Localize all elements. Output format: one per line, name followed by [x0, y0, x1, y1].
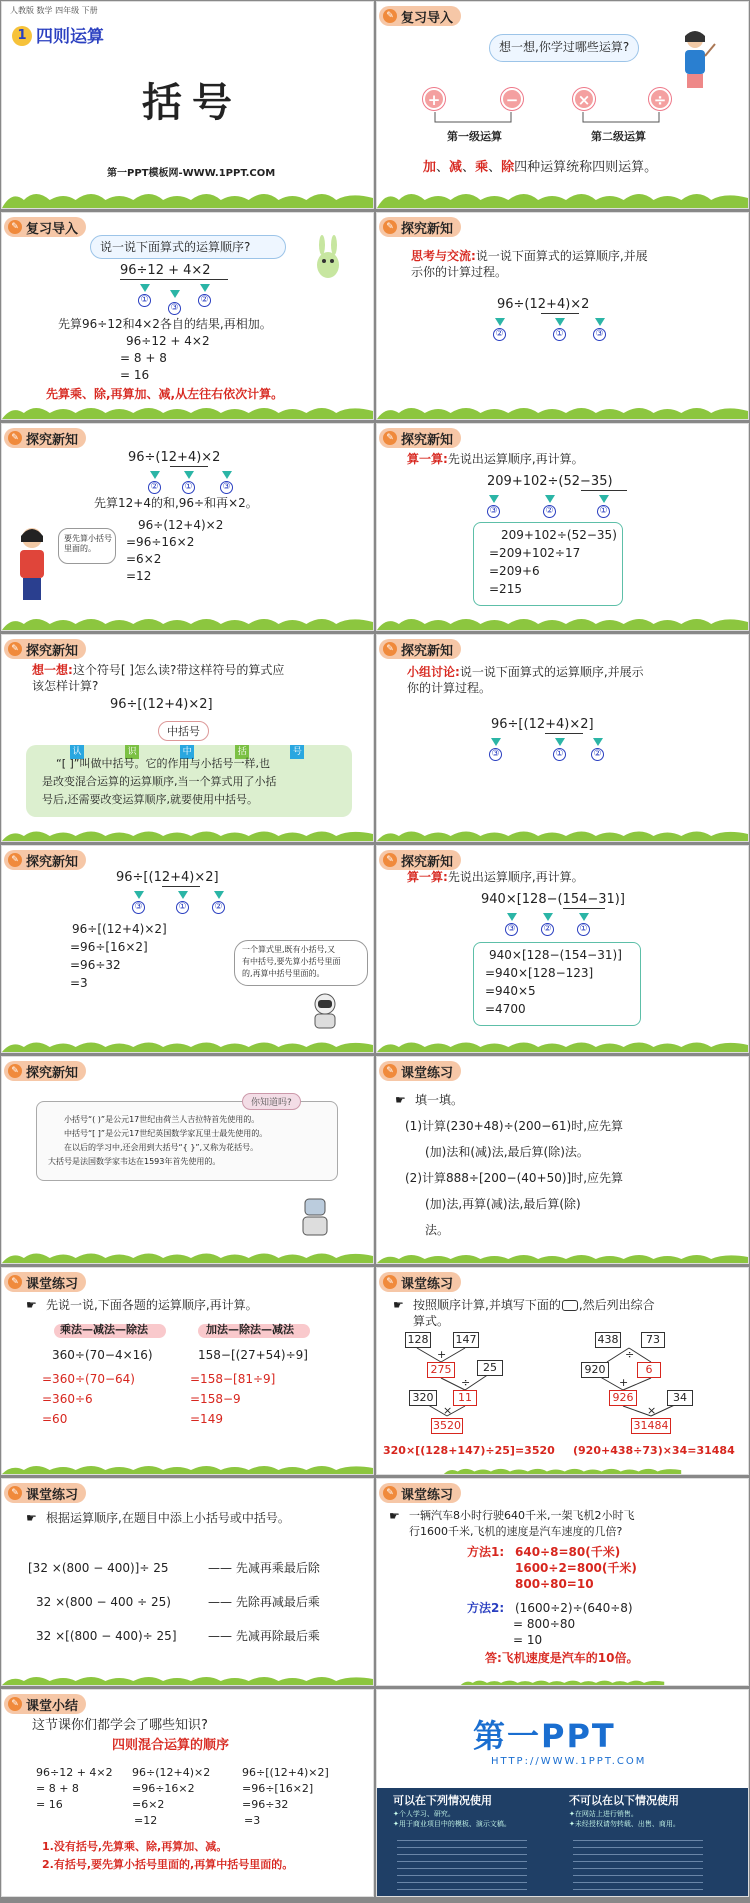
crumb: 人教版 数学 四年级 下册 [10, 6, 98, 15]
slide-summary[interactable] [1, 1689, 374, 1897]
pencil-icon: ✎ [8, 431, 22, 445]
tree-node: 25 [477, 1360, 503, 1376]
slide-header: ✎ 探究新知 [379, 850, 461, 870]
pencil-icon: ✎ [383, 1486, 397, 1500]
question-1: (1)计算(230+48)÷(200−61)时,应先算 [405, 1119, 624, 1133]
step-1: 96÷12 + 4×2 [126, 334, 210, 348]
question-2: (2)计算888÷[200−(40+50)]时,应先算 [405, 1171, 624, 1185]
slide-think-discuss[interactable] [376, 212, 749, 420]
order-1: ③ [489, 745, 502, 761]
tree-node: 320 [409, 1390, 437, 1406]
pencil-icon: ✎ [383, 431, 397, 445]
link-list-left[interactable] [397, 1836, 527, 1890]
order-3: ② [591, 745, 604, 761]
tree-node-answer: 275 [427, 1362, 455, 1378]
grass-decoration [377, 819, 748, 841]
slide-header: ✎ 探究新知 [379, 217, 461, 237]
formula-1: 320×[(128+147)÷25]=3520 [383, 1444, 555, 1457]
rule-2: 2.有括号,要先算小括号里面的,再算中括号里面的。 [42, 1858, 294, 1871]
hand-point-icon: ☛ [389, 1509, 400, 1523]
slide-header [379, 6, 461, 26]
row-2-expression: 32 ×(800 − 400 ÷ 25) [36, 1595, 171, 1609]
cannot-use-1: ✦在网站上进行销售。 [569, 1810, 638, 1818]
fact-line-2: 中括号“[ ]”是公元17世纪英国数学家瓦里士最先使用的。 [64, 1129, 268, 1138]
girl-illustration [12, 524, 56, 608]
question-bubble: 说一说下面算式的运算顺序? [100, 240, 251, 254]
slide-header: ✎ 课堂小结 [4, 1694, 86, 1714]
expression: 96÷[(12+4)×2] [116, 870, 219, 885]
brand-logo: 第一PPT [473, 1717, 616, 1755]
slide-header: ✎ 探究新知 [4, 639, 86, 659]
slide-header: ✎ 课堂练习 [379, 1061, 461, 1081]
level-two-label: 第二级运算 [591, 130, 646, 143]
header-label: 复习导入 [401, 10, 454, 26]
slide-header: ✎ 课堂练习 [379, 1272, 461, 1292]
method-1-step-2: 1600÷2=800(千米) [515, 1561, 637, 1575]
rule-line: 先算乘、除,再算加、减,从左往右依次计算。 [46, 387, 284, 401]
tip-bubble-line2: 有中括号,要先算小括号里面 [242, 957, 341, 966]
discussion-prompt-line2: 示你的计算过程。 [411, 265, 508, 279]
order-1: ③ [487, 502, 500, 518]
hand-point-icon: ☛ [26, 1511, 37, 1525]
slide-credits[interactable] [376, 1689, 749, 1897]
grass-decoration [2, 1030, 373, 1052]
pencil-icon: ✎ [8, 1064, 22, 1078]
order-3: ③ [220, 478, 233, 494]
pencil-icon: ✎ [8, 853, 22, 867]
example-a-2: = 8 + 8 [36, 1782, 79, 1795]
step-4: =3 [70, 976, 88, 990]
slide-title[interactable] [1, 1, 374, 209]
order-1: ③ [132, 898, 145, 914]
slide-group-discuss[interactable] [376, 634, 749, 842]
slide-exercise-tree[interactable] [376, 1267, 749, 1475]
tree-node-answer: 6 [637, 1362, 661, 1378]
expression: 96÷(12+4)×2 [128, 450, 221, 465]
step-2: =209+102÷17 [489, 546, 581, 560]
method-2-step-1: (1600÷2)÷(640÷8) [515, 1601, 633, 1615]
example-c-2: =96÷[16×2] [242, 1782, 314, 1795]
tip-bubble-line1: 一个算式里,既有小括号,又 [242, 945, 336, 954]
discussion-prompt-line2: 你的计算过程。 [407, 681, 492, 695]
fact-card [36, 1101, 338, 1181]
expression: 940×[128−(154−31)] [481, 892, 625, 907]
example-c-1: 96÷[(12+4)×2] [242, 1766, 329, 1779]
minus-icon: − [501, 88, 523, 110]
p2-step-1: =158−[81÷9] [190, 1372, 276, 1386]
step-2: =96÷16×2 [126, 535, 195, 549]
grass-decoration [377, 1460, 748, 1474]
tip-bubble-line3: 的,再算中括号里面的。 [242, 969, 325, 978]
hand-point-icon: ☛ [393, 1298, 404, 1312]
row-1-hint: —— 先减再乘最后除 [208, 1561, 320, 1575]
grass-decoration [2, 1241, 373, 1263]
row-3-expression: 32 ×[(800 − 400)÷ 25] [36, 1629, 177, 1643]
step-2: = 8 + 8 [120, 351, 167, 365]
exercise-title: 按照顺序计算,并填写下面的 ,然后列出综合 [413, 1298, 655, 1312]
times-icon: × [573, 88, 595, 110]
slide-calc-2[interactable] [376, 845, 749, 1053]
formula-2: (920+438÷73)×34=31484 [573, 1444, 735, 1457]
info-line-1: “[ ]”叫做中括号。它的作用与小括号一样,也 [56, 757, 270, 770]
grass-decoration [377, 1241, 748, 1263]
method-2-step-3: = 10 [513, 1633, 543, 1647]
answer-2-tail: 法。 [425, 1223, 450, 1237]
grass-decoration [377, 608, 748, 630]
grass-decoration [2, 819, 373, 841]
grass-decoration [2, 186, 373, 208]
example-b-4: =12 [134, 1814, 158, 1827]
summary-line: 加、减、乘、除四种运算统称四则运算。 [423, 160, 658, 175]
teacher-illustration [677, 30, 717, 92]
example-a-3: = 16 [36, 1798, 63, 1811]
order-2: ② [198, 291, 211, 307]
order-3: ③ [168, 299, 181, 315]
step-1: 209+102÷(52−35) [501, 528, 617, 542]
op-plus: + [619, 1376, 629, 1389]
expression: 209+102÷(52−35) [487, 474, 613, 489]
slide-review-operations[interactable] [376, 1, 749, 209]
discussion-prompt: 小组讨论:说一说下面算式的运算顺序,并展示 [407, 665, 644, 679]
grass-decoration [377, 397, 748, 419]
exercise-title: 根据运算顺序,在题目中添上小括号或中括号。 [46, 1511, 290, 1525]
slide-header: ✎ 探究新知 [4, 850, 86, 870]
grass-decoration [377, 1030, 748, 1052]
answer-line: 答:飞机速度是汽车的10倍。 [485, 1651, 639, 1665]
expression: 96÷[(12+4)×2] [110, 697, 213, 712]
step-3: =96÷32 [70, 958, 121, 972]
level-one-label: 第一级运算 [447, 130, 502, 143]
order-1: ③ [505, 920, 518, 936]
can-use-2: ✦用于商业项目中的模板、演示文稿。 [393, 1820, 511, 1828]
grass-decoration [2, 1663, 373, 1685]
pencil-icon: ✎ [8, 642, 22, 656]
problem-1: 360÷(70−4×16) [52, 1348, 153, 1362]
can-use-title: 可以在下列情况使用 [393, 1794, 492, 1807]
p2-step-2: =158−9 [190, 1392, 241, 1406]
example-b-2: =96÷16×2 [132, 1782, 195, 1795]
slide-review-order[interactable] [1, 212, 374, 420]
step-1: 96÷(12+4)×2 [138, 518, 224, 532]
slide-explore-parentheses[interactable] [1, 423, 374, 631]
tree-node: 128 [405, 1332, 431, 1348]
row-3-hint: —— 先减再除最后乘 [208, 1629, 320, 1643]
example-b-3: =6×2 [132, 1798, 165, 1811]
order-3: ① [577, 920, 590, 936]
tree-node: 34 [667, 1390, 693, 1406]
tree-node: 438 [595, 1332, 621, 1348]
explain-line: 先算12+4的和,96÷和再×2。 [94, 496, 258, 510]
method-1-step-1: 640÷8=80(千米) [515, 1545, 621, 1559]
slide-exercise-fill[interactable] [376, 1056, 749, 1264]
slide-calc-1[interactable] [376, 423, 749, 631]
method-1-label: 方法1: [467, 1545, 505, 1559]
plus-icon: + [423, 88, 445, 110]
step-4: =4700 [485, 1002, 526, 1016]
did-you-know-badge: 你知道吗? [242, 1093, 301, 1110]
step-4: =215 [489, 582, 522, 596]
pencil-icon: ✎ [383, 642, 397, 656]
bracket-name-label: 中括号 [158, 721, 209, 741]
order-2: ① [182, 478, 195, 494]
rule-1: 1.没有括号,先算乘、除,再算加、减。 [42, 1840, 228, 1853]
order-hint-2: 加法—除法—减法 [206, 1323, 294, 1336]
question-bubble: 想一想,你学过哪些运算? [499, 40, 630, 54]
question-line: 想一想:这个符号[ ]怎么读?带这样符号的算式应 [32, 663, 285, 677]
question-line2: 该怎样计算? [32, 679, 99, 693]
slide-header: ✎ 课堂练习 [379, 1483, 461, 1503]
cannot-use-title: 不可以在以下情况使用 [569, 1794, 679, 1807]
grass-decoration [377, 186, 748, 208]
can-use-1: ✦个人学习、研究。 [393, 1810, 455, 1818]
fact-line-4: 大括号是法国数学家韦达在1593年首先使用的。 [48, 1157, 221, 1166]
op-divide: ÷ [625, 1348, 635, 1361]
order-3: ③ [593, 325, 606, 341]
example-c-4: =3 [244, 1814, 261, 1827]
exercise-title: 填一填。 [415, 1093, 464, 1107]
step-1: 96÷[(12+4)×2] [72, 922, 167, 936]
explain-line: 先算96÷12和4×2各自的结果,再相加。 [58, 317, 272, 331]
cannot-use-2: ✦未经授权请勿转载、出售、商用。 [569, 1820, 680, 1828]
rabbit-illustration [310, 235, 346, 283]
step-4: =12 [126, 569, 152, 583]
order-2: ① [553, 325, 566, 341]
slide-header: ✎ 探究新知 [4, 1061, 86, 1081]
order-3: ① [597, 502, 610, 518]
order-2: ① [553, 745, 566, 761]
unit-title: 四则运算 [36, 27, 104, 47]
order-hint-1: 乘法—减法—除法 [60, 1323, 148, 1336]
step-3: =209+6 [489, 564, 540, 578]
example-a-1: 96÷12 + 4×2 [36, 1766, 113, 1779]
pencil-icon: ✎ [383, 220, 397, 234]
lesson-title: 括号 [142, 80, 242, 126]
tree-node: 147 [453, 1332, 479, 1348]
tree-node-answer: 11 [453, 1390, 477, 1406]
tip-bubble: 要先算小括号里面的。 [64, 534, 112, 553]
slide-header: ✎ 课堂练习 [4, 1483, 86, 1503]
order-3: ② [212, 898, 225, 914]
discussion-prompt: 思考与交流:说一说下面算式的运算顺序,并展 [411, 249, 648, 263]
grass-decoration [2, 608, 373, 630]
slide-header: ✎ 复习导入 [4, 217, 86, 237]
slide-explore-brackets[interactable] [1, 845, 374, 1053]
slide-header: ✎ 课堂练习 [4, 1272, 86, 1292]
fact-line-1: 小括号“( )”是公元17世纪由荷兰人吉拉特首先使用的。 [64, 1115, 260, 1124]
slide-header: ✎ 探究新知 [4, 428, 86, 448]
summary-question: 这节课你们都学会了哪些知识? [32, 1718, 208, 1733]
brand-url: HTTP://WWW.1PPT.COM [491, 1756, 647, 1767]
pencil-icon: ✎ [383, 1064, 397, 1078]
p1-step-2: =360÷6 [42, 1392, 93, 1406]
tree-node-answer: 926 [609, 1390, 637, 1406]
step-1: 940×[128−(154−31)] [489, 948, 622, 962]
example-b-1: 96÷(12+4)×2 [132, 1766, 211, 1779]
p2-step-3: =149 [190, 1412, 223, 1426]
grass-decoration [377, 1673, 748, 1685]
step-3: =6×2 [126, 552, 162, 566]
pencil-icon: ✎ [8, 1486, 22, 1500]
hand-point-icon: ☛ [395, 1093, 406, 1107]
link-list-right[interactable] [573, 1836, 703, 1890]
exercise-title: 先说一说,下面各题的运算顺序,再计算。 [46, 1298, 258, 1312]
summary-topic: 四则混合运算的顺序 [112, 1738, 230, 1753]
info-line-2: 是改变混合运算的运算顺序,当一个算式用了小括 [42, 775, 277, 788]
slide-exercise-order[interactable] [1, 1267, 374, 1475]
op-times: × [647, 1404, 657, 1417]
method-2-label: 方法2: [467, 1601, 505, 1615]
task-line: 算一算:先说出运算顺序,再计算。 [407, 452, 584, 466]
section-tags: 认 识 中 括 号 [70, 739, 304, 759]
op-plus: + [437, 1348, 447, 1361]
tree-node-answer: 3520 [433, 1419, 461, 1432]
row-1-expression: [32 ×(800 − 400)]÷ 25 [28, 1561, 169, 1575]
info-line-3: 号后,还需要改变运算顺序,就要使用中括号。 [42, 793, 258, 806]
pencil-icon: ✎ [8, 1275, 22, 1289]
slide-did-you-know[interactable] [1, 1056, 374, 1264]
order-2: ② [543, 502, 556, 518]
example-c-3: =96÷32 [242, 1798, 289, 1811]
slide-header: ✎ 探究新知 [379, 428, 461, 448]
answer-2: (加)法,再算(减)法,最后算(除) [425, 1197, 581, 1211]
answer-1: (加)法和(减)法,最后算(除)法。 [425, 1145, 589, 1159]
step-2: =96÷[16×2] [70, 940, 148, 954]
divide-icon: ÷ [649, 88, 671, 110]
tree-node: 73 [641, 1332, 665, 1348]
pencil-icon: ✎ [8, 220, 22, 234]
slide-header: ✎ 探究新知 [379, 639, 461, 659]
row-2-hint: —— 先除再减最后乘 [208, 1595, 320, 1609]
grass-decoration [2, 397, 373, 419]
step-3: =940×5 [485, 984, 536, 998]
op-times: × [443, 1404, 453, 1417]
exercise-title-line2: 算式。 [413, 1314, 450, 1328]
robot-illustration [308, 992, 342, 1032]
pencil-icon: ✎ [383, 853, 397, 867]
method-1-step-3: 800÷80=10 [515, 1577, 594, 1591]
problem-2: 158−[(27+54)÷9] [198, 1348, 308, 1362]
order-1: ① [138, 291, 151, 307]
step-3: = 16 [120, 368, 150, 382]
slide-exercise-word-problem[interactable] [376, 1478, 749, 1686]
tree-node: 920 [581, 1362, 609, 1378]
order-1: ② [493, 325, 506, 341]
expression: 96÷[(12+4)×2] [491, 717, 594, 732]
fact-line-3: 在以后的学习中,还会用到大括号“{ }”,又称为花括号。 [64, 1143, 259, 1152]
order-1: ② [148, 478, 161, 494]
slide-exercise-brackets[interactable] [1, 1478, 374, 1686]
order-2: ② [541, 920, 554, 936]
unit-number-badge: 1 [12, 26, 32, 46]
slide-square-brackets[interactable] [1, 634, 374, 842]
p1-step-1: =360÷(70−64) [42, 1372, 135, 1386]
site-text: 第一PPT模板网-WWW.1PPT.COM [107, 168, 276, 179]
task-line: 算一算:先说出运算顺序,再计算。 [407, 870, 584, 884]
grass-decoration [2, 1452, 373, 1474]
pencil-icon: ✎ [8, 1697, 22, 1711]
problem-line-1: 一辆汽车8小时行驶640千米,一架飞机2小时飞 [409, 1509, 635, 1522]
pencil-icon: ✎ [383, 9, 397, 23]
order-2: ① [176, 898, 189, 914]
step-2: =940×[128−123] [485, 966, 594, 980]
p1-step-3: =60 [42, 1412, 68, 1426]
hand-point-icon: ☛ [26, 1298, 37, 1312]
tree-node-answer: 31484 [631, 1418, 671, 1434]
expression: 96÷12 + 4×2 [120, 263, 211, 278]
problem-line-2: 行1600千米,飞机的速度是汽车速度的几倍? [409, 1525, 623, 1538]
op-divide: ÷ [461, 1376, 471, 1389]
expression: 96÷(12+4)×2 [497, 297, 590, 312]
pencil-icon: ✎ [383, 1275, 397, 1289]
method-2-step-2: = 800÷80 [513, 1617, 576, 1631]
robot-illustration [300, 1197, 330, 1241]
